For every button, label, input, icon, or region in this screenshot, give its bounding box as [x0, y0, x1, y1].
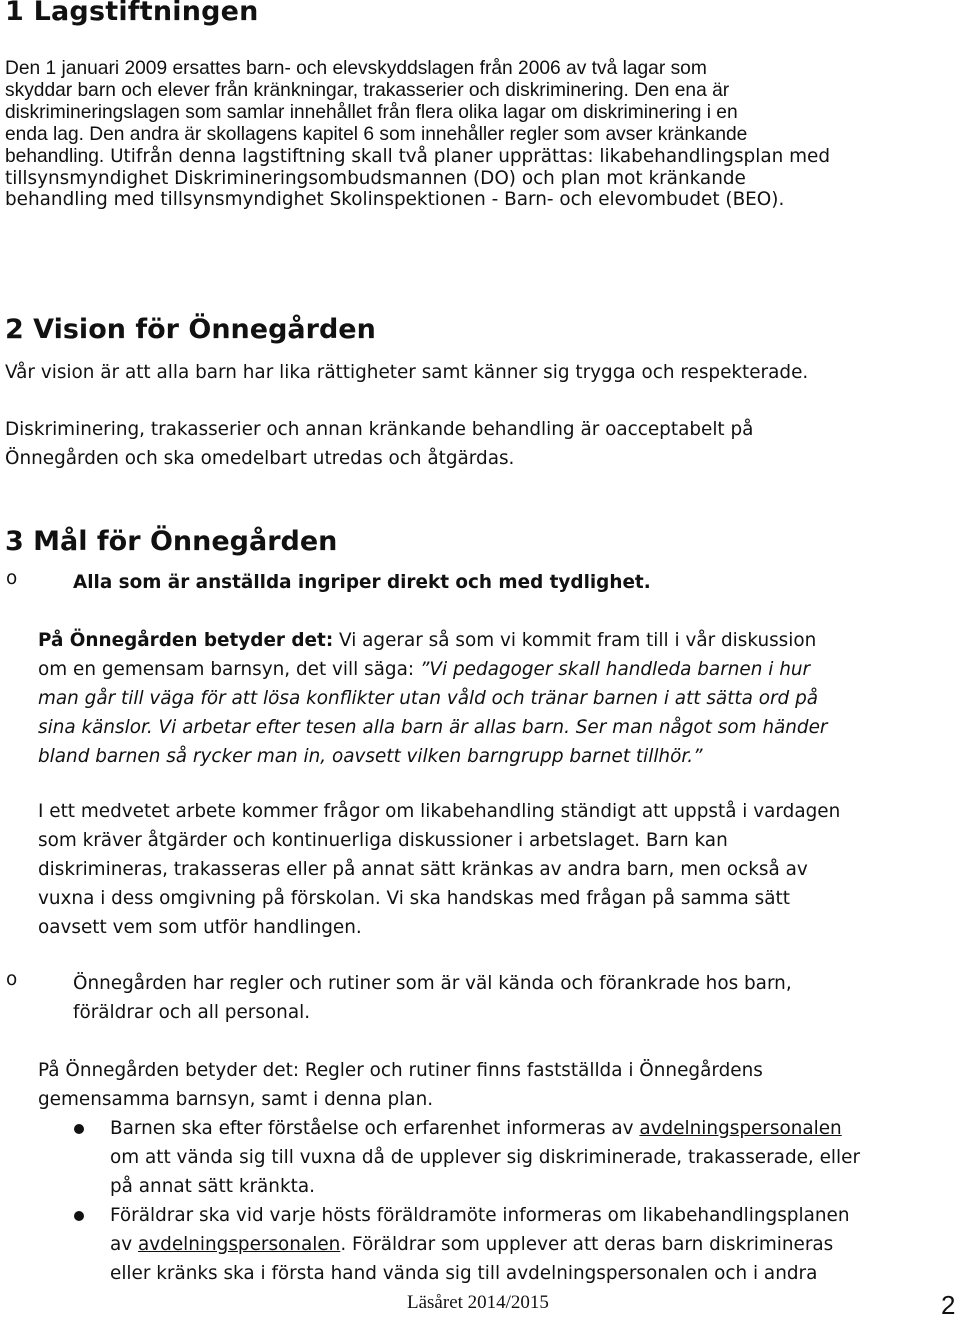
bullet-2-line-1: Föräldrar ska vid varje hösts föräldramöte informeras om likabehandlingsplanen	[110, 1205, 850, 1226]
meaning-line-3: man går till väga för att lösa konflikter utan våld och tränar barnen i att sätta ord på	[38, 688, 819, 709]
bullet-1-staff-term: avdelningspersonalen	[639, 1118, 842, 1139]
meaning-line-4: sina känslor. Vi arbetar efter tesen alla barn är allas barn. Ser man något som händer	[38, 717, 828, 738]
footer-term: Läsåret 2014/2015	[407, 1292, 549, 1313]
meaning-line-2	[38, 655, 827, 684]
bullet-1-line-3: på annat sätt kränkta.	[110, 1176, 315, 1197]
intro-line-5	[5, 146, 960, 168]
awareness-line-3: diskrimineras, trakasseras eller på annat sätt kränkas av andra barn, men också av	[38, 859, 808, 880]
rules-paragraph	[73, 969, 792, 1027]
intro-line-6: tillsynsmyndighet Diskrimineringsombudsmannen (DO) och plan mot kränkande	[5, 168, 746, 189]
rules-meaning-paragraph	[38, 1056, 763, 1114]
rules-line-2: föräldrar och all personal.	[73, 1002, 311, 1023]
bullet-dot-2	[74, 1211, 84, 1221]
bullet-2-line-2-post: . Föräldrar som upplever att deras barn diskrimineras	[340, 1234, 834, 1255]
goal-statement: Alla som är anställda ingriper direkt och med tydlighet.	[73, 572, 651, 593]
rules-meaning-line-2: gemensamma barnsyn, samt i denna plan.	[38, 1089, 434, 1110]
goal-marker: o	[6, 568, 18, 589]
page-number: 2	[941, 1290, 956, 1320]
rules-line-1: Önnegården har regler och rutiner som är väl kända och förankrade hos barn,	[73, 973, 792, 994]
awareness-line-5: oavsett vem som utför handlingen.	[38, 917, 362, 938]
bullet-dot-1	[74, 1124, 84, 1134]
bullet-2-staff-term: avdelningspersonalen	[138, 1234, 341, 1255]
intro-line-7: behandling med tillsynsmyndighet Skolinspektionen - Barn- och elevombudet (BEO).	[5, 189, 785, 210]
bullet-2	[110, 1201, 849, 1288]
discrimination-paragraph	[5, 415, 753, 473]
awareness-line-2: som kräver åtgärder och kontinuerliga diskussioner i arbetslaget. Barn kan	[38, 830, 728, 851]
bullet-2-line-3: eller kränks ska i första hand vända sig till avdelningspersonalen och i andra	[110, 1263, 818, 1284]
discrimination-line-2: Önnegården och ska omedelbart utredas och åtgärdas.	[5, 448, 515, 469]
bullet-1-line-2: om att vända sig till vuxna då de upplever sig diskriminerade, trakasserade, eller	[110, 1147, 861, 1168]
meaning-paragraph	[38, 626, 827, 771]
intro-line-4: enda lag. Den andra är skollagens kapitel 6 som innehåller regler som avser kränkande	[5, 124, 748, 145]
rules-meaning-line-1: På Önnegården betyder det: Regler och rutiner finns fastställda i Önnegårdens	[38, 1060, 763, 1081]
intro-line-5-rest: Utifrån denna lagstiftning skall två planer upprättas: likabehandlingsplan med	[104, 146, 831, 167]
discrimination-line-1: Diskriminering, trakasserier och annan kränkande behandling är oacceptabelt på	[5, 419, 754, 440]
awareness-line-4: vuxna i dess omgivning på förskolan. Vi ska handskas med frågan på samma sätt	[38, 888, 790, 909]
meaning-label: På Önnegården betyder det:	[38, 630, 334, 651]
bullet-1	[110, 1114, 860, 1201]
meaning-line-2-italic: ”Vi pedagoger skall handleda barnen i hur	[419, 659, 811, 680]
section-3-heading: 3 Mål för Önnegården	[5, 526, 338, 557]
section-1-heading: 1 Lagstiftningen	[5, 0, 259, 27]
awareness-paragraph	[38, 797, 840, 942]
bullet-1-line-1	[110, 1114, 860, 1143]
vision-statement: Vår vision är att alla barn har lika rättigheter samt känner sig trygga och respekterade.	[5, 362, 809, 383]
bullet-2-line-2-pre: av	[110, 1234, 138, 1255]
bullet-1-text: Barnen ska efter förståelse och erfarenhet informeras av	[110, 1118, 640, 1139]
meaning-line-2-plain: om en gemensam barnsyn, det vill säga:	[38, 659, 420, 680]
awareness-line-1: I ett medvetet arbete kommer frågor om likabehandling ständigt att uppstå i vardagen	[38, 801, 841, 822]
rules-marker: o	[6, 969, 18, 990]
intro-line-2: skyddar barn och elever från kränkningar, trakasserier och diskriminering. Den ena är	[5, 80, 730, 101]
intro-line-1: Den 1 januari 2009 ersattes barn- och elevskyddslagen från 2006 av två lagar som	[5, 58, 707, 79]
section-2-heading: 2 Vision för Önnegården	[5, 314, 376, 345]
section-1-paragraph	[5, 58, 960, 210]
meaning-line-5: bland barnen så rycker man in, oavsett vilken barngrupp barnet tillhör.”	[38, 746, 703, 767]
bullet-2-line-2	[110, 1230, 849, 1259]
intro-line-3: diskrimineringslagen som samlar innehållet från flera olika lagar om diskriminering i en	[5, 102, 738, 123]
meaning-line-1	[38, 626, 827, 655]
meaning-line-1-rest: Vi agerar så som vi kommit fram till i vår diskussion	[333, 630, 817, 651]
intro-line-5-lead: behandling.	[5, 146, 105, 167]
